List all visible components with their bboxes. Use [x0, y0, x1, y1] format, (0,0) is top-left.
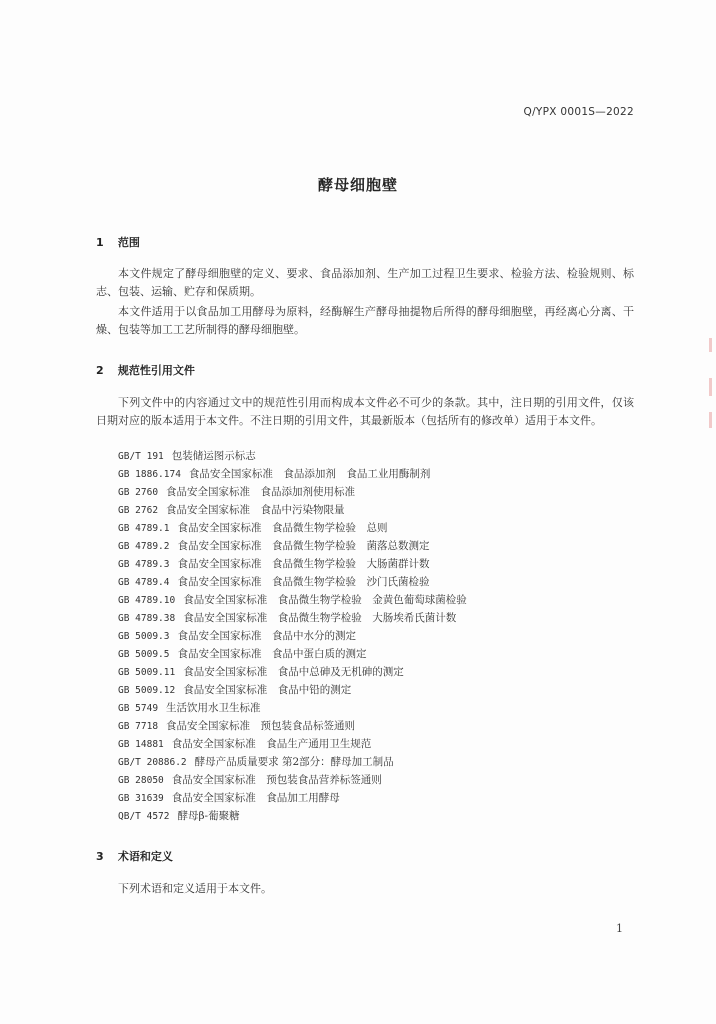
reference-code: GB 14881: [118, 739, 164, 750]
reference-item: [118, 591, 467, 609]
reference-name: 食品安全国家标准 食品生产通用卫生规范: [171, 738, 372, 750]
document-title: 酵母细胞壁: [317, 176, 398, 194]
reference-item: [118, 537, 467, 555]
reference-item: [118, 807, 467, 825]
reference-item: [118, 609, 467, 627]
reference-code: GB/T 20886.2: [118, 757, 187, 768]
standard-number: Q/YPX 0001S—2022: [523, 106, 634, 118]
section-title: 范围: [117, 236, 140, 249]
reference-item: [118, 519, 467, 537]
reference-code: GB 2760: [118, 487, 159, 498]
reference-code: GB 4789.4: [118, 577, 170, 588]
section-number: 3: [96, 850, 104, 863]
reference-name: 食品安全国家标准 食品中铅的测定: [183, 684, 352, 696]
reference-code: GB/T 191: [118, 451, 164, 462]
reference-item: [118, 663, 467, 681]
reference-code: GB 5009.12: [118, 685, 176, 696]
section-3-heading: [96, 848, 173, 864]
reference-code: QB/T 4572: [118, 811, 170, 822]
reference-item: [118, 681, 467, 699]
reference-name: 食品安全国家标准 食品微生物学检验 菌落总数测定: [177, 540, 430, 552]
reference-item: [118, 789, 467, 807]
references-intro-paragraph: 下列文件中的内容通过文中的规范性引用而构成本文件必不可少的条款。其中，注日期的引用文件，仅该日期对应的版本适用于本文件。不注日期的引用文件，其最新版本（包括所有的修改单）适用于本文件。: [96, 396, 634, 427]
reference-code: GB 5009.11: [118, 667, 176, 678]
reference-code: GB 31639: [118, 793, 164, 804]
reference-name: 食品安全国家标准 预包装食品营养标签通则: [171, 774, 382, 786]
reference-code: GB 4789.2: [118, 541, 170, 552]
reference-code: GB 4789.3: [118, 559, 170, 570]
reference-item: [118, 717, 467, 735]
reference-name: 食品安全国家标准 食品微生物学检验 总则: [177, 522, 388, 534]
reference-item: [118, 627, 467, 645]
reference-name: 食品安全国家标准 食品微生物学检验 金黄色葡萄球菌检验: [183, 594, 467, 606]
reference-item: [118, 501, 467, 519]
reference-name: 食品安全国家标准 食品微生物学检验 大肠菌群计数: [177, 558, 430, 570]
reference-item: [118, 555, 467, 573]
section-title: 规范性引用文件: [117, 364, 195, 377]
reference-name: 食品安全国家标准 预包装食品标签通则: [166, 720, 356, 732]
reference-code: GB 2762: [118, 505, 159, 516]
reference-name: 酵母β-葡聚糖: [177, 810, 240, 822]
reference-name: 食品安全国家标准 食品中总砷及无机砷的测定: [183, 666, 404, 678]
section-1-heading: [96, 234, 140, 250]
section-title: 术语和定义: [117, 850, 173, 863]
reference-name: 食品安全国家标准 食品添加剂 食品工业用酶制剂: [188, 468, 431, 480]
terms-intro-paragraph: 下列术语和定义适用于本文件。: [118, 882, 272, 895]
reference-item: [118, 645, 467, 663]
scan-edge-mark: [709, 378, 712, 396]
scan-edge-mark: [709, 412, 712, 428]
scan-edge-mark: [709, 338, 712, 352]
reference-item: [118, 573, 467, 591]
reference-name: 酵母产品质量要求 第2部分：酵母加工制品: [194, 756, 394, 768]
scope-paragraph-2: 本文件适用于以食品加工用酵母为原料，经酶解生产酵母抽提物后所得的酵母细胞壁，再经离心分离、干燥、包装等加工工艺所制得的酵母细胞壁。: [96, 305, 634, 336]
reference-name: 食品安全国家标准 食品中蛋白质的测定: [177, 648, 367, 660]
reference-code: GB 28050: [118, 775, 164, 786]
reference-code: GB 5009.5: [118, 649, 170, 660]
reference-code: GB 4789.10: [118, 595, 176, 606]
reference-name: 食品安全国家标准 食品中水分的测定: [177, 630, 356, 642]
reference-name: 食品安全国家标准 食品微生物学检验 大肠埃希氏菌计数: [183, 612, 457, 624]
reference-name: 生活饮用水卫生标准: [166, 702, 261, 714]
normative-references-list: [118, 447, 467, 825]
reference-name: 包装储运图示标志: [171, 450, 256, 462]
reference-item: [118, 735, 467, 753]
reference-code: GB 7718: [118, 721, 159, 732]
reference-item: [118, 699, 467, 717]
scope-paragraph-1: 本文件规定了酵母细胞壁的定义、要求、食品添加剂、生产加工过程卫生要求、检验方法、检验规则、标志、包装、运输、贮存和保质期。: [96, 267, 634, 298]
reference-name: 食品安全国家标准 食品中污染物限量: [166, 504, 345, 516]
reference-name: 食品安全国家标准 食品微生物学检验 沙门氏菌检验: [177, 576, 430, 588]
reference-item: [118, 447, 467, 465]
reference-code: GB 1886.174: [118, 469, 181, 480]
reference-code: GB 5749: [118, 703, 159, 714]
section-2-heading: [96, 362, 195, 378]
reference-code: GB 4789.1: [118, 523, 170, 534]
section-number: 1: [96, 236, 104, 249]
reference-name: 食品安全国家标准 食品加工用酵母: [171, 792, 340, 804]
reference-item: [118, 483, 467, 501]
reference-item: [118, 465, 467, 483]
reference-item: [118, 771, 467, 789]
page-number: 1: [616, 922, 623, 935]
reference-name: 食品安全国家标准 食品添加剂使用标准: [166, 486, 356, 498]
section-number: 2: [96, 364, 104, 377]
reference-code: GB 5009.3: [118, 631, 170, 642]
reference-code: GB 4789.38: [118, 613, 176, 624]
reference-item: [118, 753, 467, 771]
